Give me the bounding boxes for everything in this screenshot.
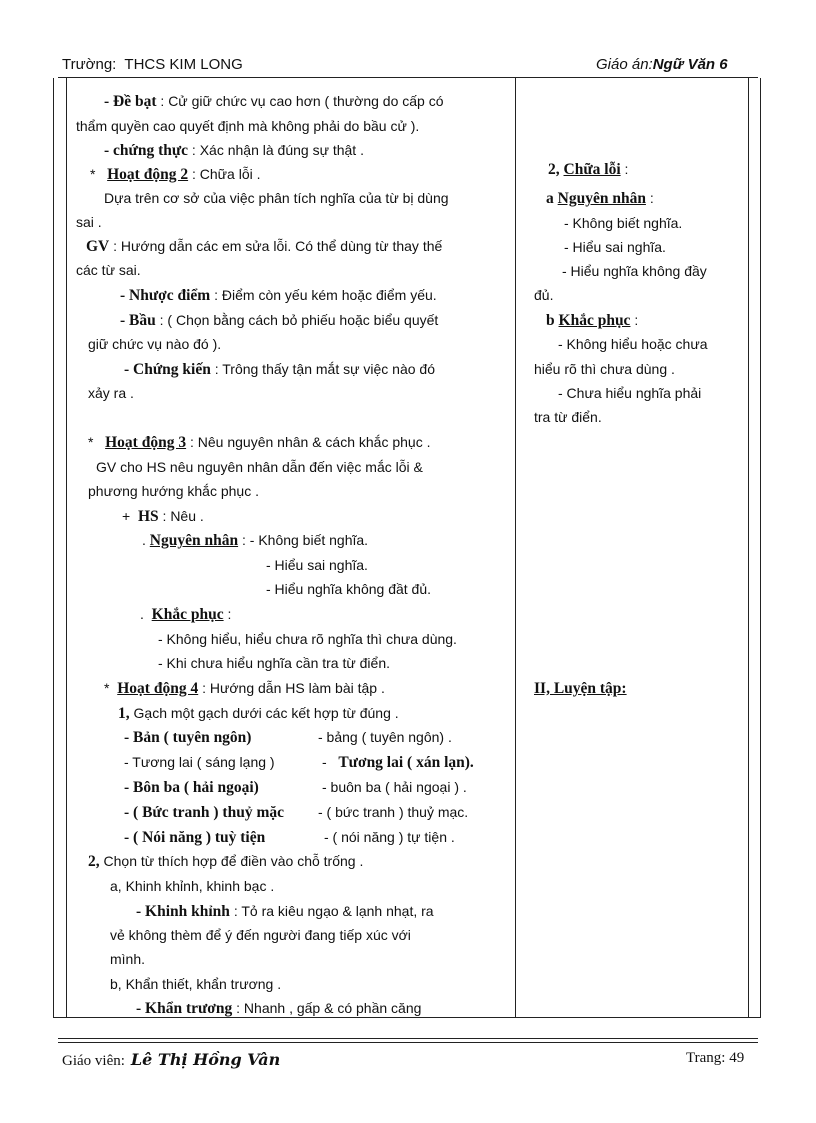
def-khinh-khinh: : Tỏ ra kiêu ngạo & lạnh nhạt, ra	[229, 903, 434, 919]
exercise-2-number: 2,	[88, 853, 100, 870]
right-cause-3: - Hiểu nghĩa không đầy	[562, 263, 707, 279]
line-nguyen-nhan	[142, 531, 368, 550]
teacher-line	[62, 1050, 280, 1070]
gv-instruction: : Hướng dẫn các em sửa lỗi. Có thể dùng từ thay thế	[109, 238, 443, 254]
lesson-plan-line	[596, 56, 728, 73]
exercise-2-desc: Chọn từ thích hợp để điền vào chỗ trống .	[99, 853, 364, 869]
exercise-2-heading	[88, 852, 363, 871]
activity-3-heading	[88, 433, 430, 452]
right-heading-luyen-tap	[534, 679, 627, 698]
line-cac-tu-sai: các từ sai.	[76, 262, 141, 278]
def-de-bat: : Cử giữ chức vụ cao hơn ( thường do cấp có	[156, 93, 444, 109]
line-xay-ra: xảy ra .	[88, 385, 134, 401]
activity-4-desc: : Hướng dẫn HS làm bài tập .	[198, 680, 385, 696]
exercise-1-heading	[118, 704, 399, 723]
def-nhuoc-diem: : Điểm còn yếu kém hoặc điểm yếu.	[210, 287, 437, 303]
bullet-star: *	[90, 166, 96, 182]
term-bau: - Bầu	[120, 312, 156, 329]
def-chung-thuc: : Xác nhận là đúng sự thật .	[188, 142, 364, 158]
bullet-dot: .	[140, 606, 144, 622]
exercise-1-row-4-a	[124, 803, 284, 822]
page-number: 49	[729, 1050, 745, 1066]
choice-dash: -	[322, 754, 327, 770]
remedy-item-1: - Không hiểu, hiểu chưa rõ nghĩa thì chưa dùng.	[158, 631, 457, 647]
teacher-label: Giáo viên:	[62, 1053, 125, 1069]
line-dua-tren: Dựa trên cơ sở của việc phân tích nghĩa của từ bị dùng	[104, 190, 449, 206]
plan-label: Giáo án:	[596, 56, 653, 73]
line-khinh-khinh-cont: vẻ không thèm để ý đến người đang tiếp xúc với	[110, 927, 411, 943]
line-khac-phuc	[140, 605, 231, 624]
activity-3-desc: : Nêu nguyên nhân & cách khắc phục .	[186, 434, 431, 450]
right-heading-khac-phuc	[546, 311, 638, 330]
table-right-border	[748, 78, 749, 1018]
section-colon: :	[620, 161, 629, 177]
section-title-chua-loi: Chữa lỗi	[563, 161, 621, 178]
school-name: THCS KIM LONG	[124, 56, 243, 73]
page-number-line	[686, 1050, 744, 1067]
def-chung-kien: : Trông thấy tận mắt sự việc nào đó	[210, 361, 435, 377]
line-sai: sai .	[76, 214, 102, 230]
term-khinh-khinh: - Khinh khỉnh	[136, 903, 230, 920]
exercise-1-row-2-a: - Tương lai ( sáng lạng )	[124, 754, 275, 770]
line-phuong-huong: phương hướng khắc phục .	[88, 483, 259, 499]
line-khan-truong	[136, 999, 421, 1018]
right-heading-nguyen-nhan	[546, 189, 654, 208]
term-khan-truong: - Khẩn trương	[136, 1000, 233, 1017]
activity-3-title: Hoạt động 3	[105, 434, 187, 451]
exercise-1-row-2-b	[322, 753, 474, 772]
term-de-bat: - Đề bạt	[104, 93, 157, 110]
column-divider	[515, 78, 516, 1018]
cause-item-2: - Hiểu sai nghĩa.	[266, 557, 368, 573]
remedy-title: Khắc phục	[151, 606, 224, 623]
activity-4-title: Hoạt động 4	[117, 680, 199, 697]
line-chung-kien	[124, 360, 435, 379]
term-gv: GV	[86, 238, 110, 255]
cause-item-1: : - Không biết nghĩa.	[238, 532, 369, 548]
right-remedy-1-cont: hiểu rõ thì chưa dùng .	[534, 361, 675, 377]
line-bau-cont: giữ chức vụ nào đó ).	[88, 336, 222, 352]
right-remedy-2: - Chưa hiểu nghĩa phải	[558, 385, 702, 401]
line-gv-cho-hs: GV cho HS nêu nguyên nhân dẫn đến việc mắc lỗi &	[96, 459, 423, 475]
footer-rule-top	[58, 1038, 758, 1039]
choice-text: - Bôn ba ( hải ngoại)	[124, 779, 259, 796]
choice-text: - Bản ( tuyên ngôn)	[124, 729, 252, 746]
bullet-plus: +	[122, 508, 131, 524]
line-hs-neu	[122, 507, 204, 526]
term-chung-thuc: - chứng thực	[104, 142, 189, 159]
cause-item-3: - Hiểu nghĩa không đầt đủ.	[266, 581, 432, 597]
header-rule	[58, 77, 758, 78]
table-right-outer-border	[760, 78, 761, 1018]
right-heading-chua-loi	[548, 160, 628, 179]
section-colon: :	[630, 312, 639, 328]
term-nhuoc-diem: - Nhược điểm	[120, 287, 211, 304]
activity-2-heading	[90, 165, 261, 184]
bullet-star: *	[104, 680, 110, 696]
page-label: Trang:	[686, 1050, 726, 1066]
exercise-1-desc: Gạch một gạch dưới các kết hợp từ đúng .	[129, 705, 399, 721]
right-cause-2: - Hiểu sai nghĩa.	[564, 239, 666, 255]
choice-text: - ( Nói năng ) tuỳ tiện	[124, 829, 266, 846]
activity-2-desc: : Chữa lỗi .	[188, 166, 261, 182]
def-bau: : ( Chọn bằng cách bỏ phiếu hoặc biểu quyết	[155, 312, 439, 328]
activity-2-title: Hoạt động 2	[107, 166, 189, 183]
term-hs: HS	[137, 508, 159, 525]
exercise-1-row-3-a	[124, 778, 259, 797]
footer-rule-bottom	[58, 1042, 758, 1043]
exercise-1-row-3-b: - buôn ba ( hải ngoại ) .	[322, 779, 467, 795]
section-number: 2,	[548, 161, 560, 178]
bullet-dot: .	[142, 532, 146, 548]
cause-title: Nguyên nhân	[149, 532, 239, 549]
exercise-1-number: 1,	[118, 705, 130, 722]
table-left-inner-border	[66, 78, 67, 1018]
school-label: Trường:	[62, 56, 117, 73]
plan-subject: Ngữ Văn 6	[652, 56, 728, 73]
section-colon: :	[645, 190, 654, 206]
def-khan-truong: : Nhanh , gấp & có phần căng	[232, 1000, 422, 1016]
exercise-1-row-5-a	[124, 828, 265, 847]
choice-text: - ( Bức tranh ) thuỷ mặc	[124, 804, 284, 821]
teacher-signature: Lê Thị Hồng Vân	[130, 1050, 281, 1069]
exercise-1-row-1-a	[124, 728, 251, 747]
section-letter: b	[546, 312, 555, 329]
remedy-item-2: - Khi chưa hiểu nghĩa cần tra từ điển.	[158, 655, 390, 671]
right-remedy-1: - Không hiểu hoặc chưa	[558, 336, 708, 352]
table-left-border	[53, 78, 54, 1018]
hs-action: : Nêu .	[158, 508, 204, 524]
right-cause-3-cont: đủ.	[534, 287, 554, 303]
exercise-1-row-1-b: - bảng ( tuyên ngôn) .	[318, 729, 452, 745]
exercise-2-a: a, Khinh khỉnh, khinh bạc .	[110, 878, 275, 894]
line-khinh-khinh	[136, 902, 434, 921]
line-bau	[120, 311, 438, 330]
line-nhuoc-diem	[120, 286, 437, 305]
line-de-bat-cont: thẩm quyền cao quyết định mà không phải do bầu cử ).	[76, 118, 420, 134]
right-remedy-2-cont: tra từ điển.	[534, 409, 602, 425]
activity-4-heading	[104, 679, 385, 698]
section-title-nguyen-nhan: Nguyên nhân	[557, 190, 646, 207]
right-cause-1: - Không biết nghĩa.	[564, 215, 683, 231]
school-line	[62, 56, 243, 73]
line-gv-huong-dan	[86, 237, 442, 256]
term-chung-kien: - Chứng kiến	[124, 361, 211, 378]
remedy-colon: :	[223, 606, 232, 622]
exercise-1-row-5-b: - ( nói năng ) tự tiện .	[324, 829, 455, 845]
line-chung-thuc	[104, 141, 364, 160]
section-title-khac-phuc: Khắc phục	[558, 312, 631, 329]
line-de-bat	[104, 92, 444, 111]
section-letter: a	[546, 190, 554, 207]
section-title-luyen-tap: II, Luyện tập:	[534, 680, 627, 697]
bullet-star: *	[88, 434, 94, 450]
exercise-1-row-4-b: - ( bức tranh ) thuỷ mạc.	[318, 804, 469, 820]
exercise-2-b: b, Khẩn thiết, khẩn trương .	[110, 976, 282, 992]
line-minh: mình.	[110, 951, 146, 967]
choice-text: Tương lai ( xán lạn).	[338, 754, 474, 771]
